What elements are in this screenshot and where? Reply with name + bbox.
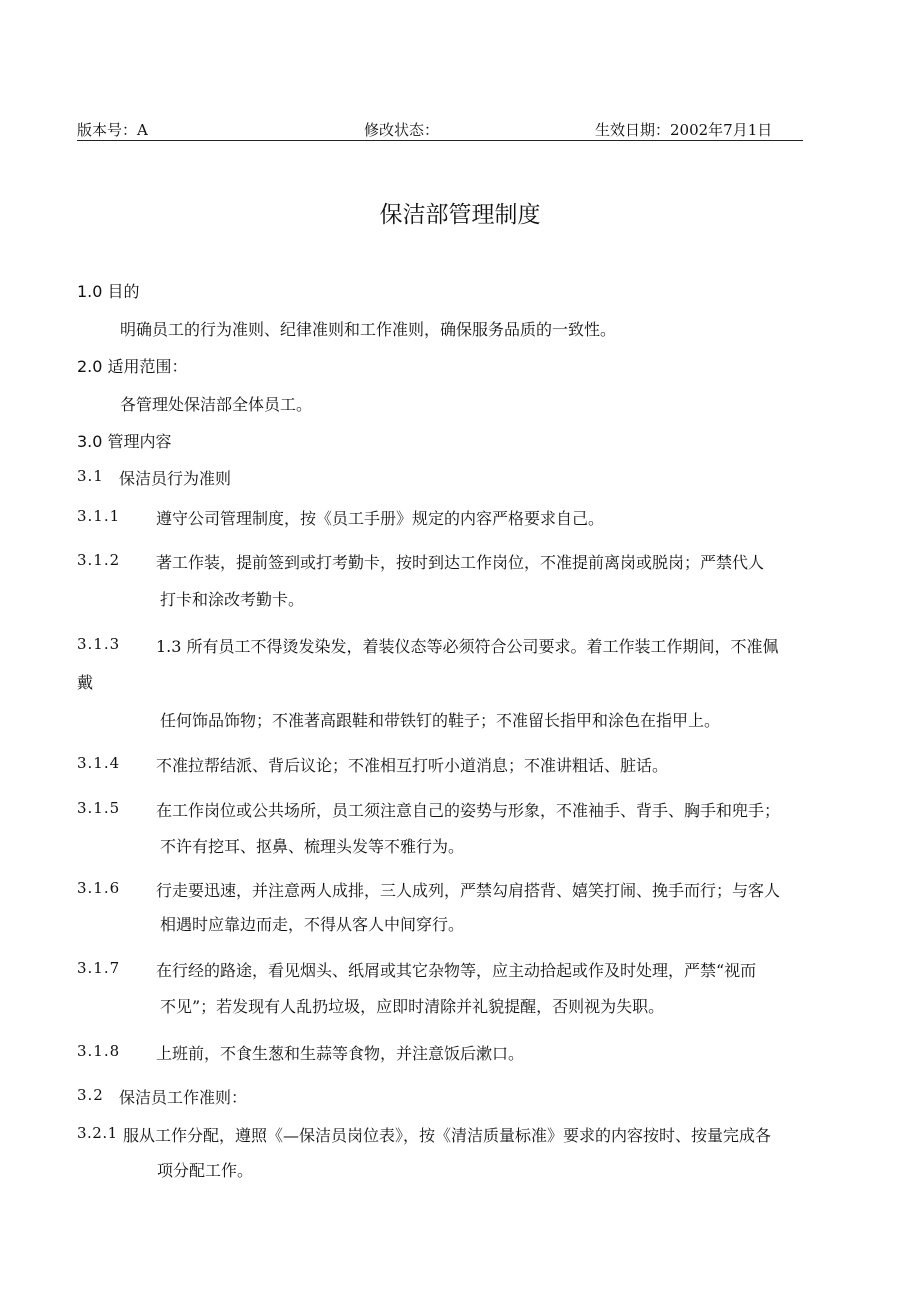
rule-line: 项分配工作。 xyxy=(157,1161,254,1180)
page-title: 保洁部管理制度 xyxy=(379,202,541,228)
rule-number: 3.1.4 xyxy=(77,754,121,772)
rule-number: 3.2.1 xyxy=(77,1124,118,1142)
rule-line: 上班前，不食生葱和生蒜等食物，并注意饭后漱口。 xyxy=(156,1044,525,1063)
rule-line: 戴 xyxy=(77,673,94,692)
section-3-heading: 3.0 管理内容 xyxy=(77,432,172,451)
rule-line: 在行经的路途，看见烟头、纸屑或其它杂物等，应主动拾起或作及时处理，严禁“视而 xyxy=(156,961,757,980)
section-1-heading: 1.0 目的 xyxy=(77,282,140,301)
section-2-body: 各管理处保洁部全体员工。 xyxy=(120,395,313,414)
rule-number: 3.1.8 xyxy=(77,1042,121,1060)
section-3-2-number: 3.2 xyxy=(77,1086,104,1104)
rule-number: 3.1.2 xyxy=(77,551,121,569)
rule-line: 遵守公司管理制度，按《员工手册》规定的内容严格要求自己。 xyxy=(156,509,605,528)
rule-number: 3.1.3 xyxy=(77,635,121,653)
rule-line: 不准拉帮结派、背后议论；不准相互打听小道消息；不准讲粗话、脏话。 xyxy=(156,756,669,775)
rule-line: 著工作装，提前签到或打考勤卡，按时到达工作岗位，不准提前离岗或脱岗；严禁代人 xyxy=(156,553,765,572)
version-label: 版本号：A xyxy=(77,121,148,139)
rule-line: 不许有挖耳、抠鼻、梳理头发等不雅行为。 xyxy=(160,837,465,856)
rule-number: 3.1.6 xyxy=(77,879,121,897)
revision-status-label: 修改状态： xyxy=(364,121,440,139)
rule-line: 服从工作分配，遵照《—保洁员岗位表》，按《清洁质量标准》要求的内容按时、按量完成各 xyxy=(123,1126,772,1145)
section-3-2-heading: 保洁员工作准则： xyxy=(119,1088,248,1107)
document-header xyxy=(77,116,803,141)
section-3-1-number: 3.1 xyxy=(77,467,104,485)
rule-number: 3.1.1 xyxy=(77,507,121,525)
effective-date-label: 生效日期：2002年7月1日 xyxy=(595,121,773,139)
rule-number: 3.1.7 xyxy=(77,959,121,977)
rule-number: 3.1.5 xyxy=(77,799,121,817)
rule-line: 不见”；若发现有人乱扔垃圾，应即时清除并礼貌提醒，否则视为失职。 xyxy=(160,997,665,1016)
section-3-1-heading: 保洁员行为准则 xyxy=(119,469,232,488)
rule-line: 打卡和涂改考勤卡。 xyxy=(160,590,305,609)
rule-line: 在工作岗位或公共场所，员工须注意自己的姿势与形象，不准袖手、背手、胸手和兜手； xyxy=(156,801,781,820)
rule-line: 行走要迅速，并注意两人成排，三人成列，严禁勾肩搭背、嬉笑打闹、挽手而行；与客人 xyxy=(156,881,781,900)
section-1-body: 明确员工的行为准则、纪律准则和工作准则，确保服务品质的一致性。 xyxy=(120,320,617,339)
section-2-heading: 2.0 适用范围： xyxy=(77,357,188,376)
rule-line: 相遇时应靠边而走，不得从客人中间穿行。 xyxy=(160,915,465,934)
rule-line: 1.3 所有员工不得烫发染发，着装仪态等必须符合公司要求。着工作装工作期间，不准佩 xyxy=(156,637,779,656)
rule-line: 任何饰品饰物；不准著高跟鞋和带铁钉的鞋子；不准留长指甲和涂色在指甲上。 xyxy=(160,711,721,730)
